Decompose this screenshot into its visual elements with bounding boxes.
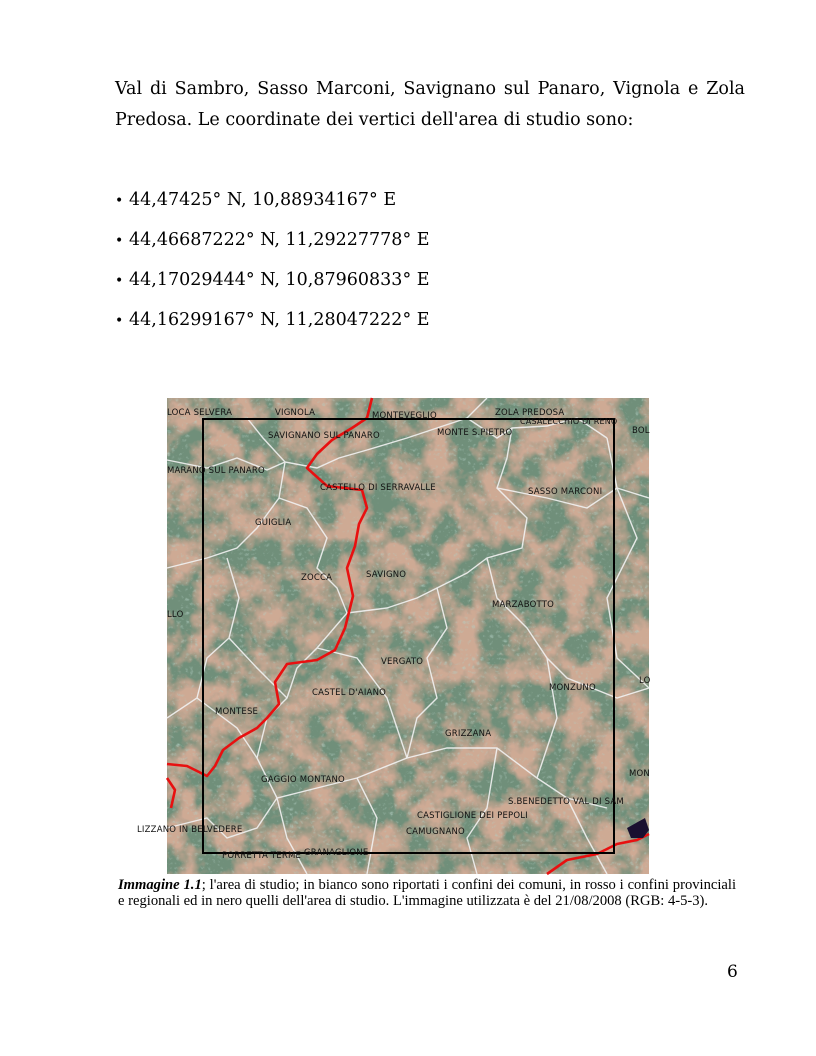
map-label-camugnano: CAMUGNANO — [406, 827, 465, 837]
map-label-castiglione: CASTIGLIONE DEI PEPOLI — [417, 811, 528, 821]
map-label-marzabotto: MARZABOTTO — [492, 600, 554, 610]
list-item: • 44,47425° N, 10,88934167° E — [115, 186, 430, 226]
map-label-montese: MONTESE — [215, 707, 259, 717]
map-label-castello-serravalle: CASTELLO DI SERRAVALLE — [320, 483, 436, 493]
map-label-porretta: PORRETTA TERME — [222, 851, 302, 861]
map-label-loca-selvera: LOCA SELVERA — [167, 408, 233, 418]
satellite-map-image — [137, 398, 651, 874]
map-label-vergato: VERGATO — [381, 657, 424, 667]
map-label-savignano: SAVIGNANO SUL PANARO — [268, 431, 380, 441]
caption-text: ; l'area di studio; in bianco sono riportati i confini dei comuni, in rosso i confini provinciali e regionali ed in nero quelli dell'area di studio. L'immagine utilizzata è del 21/08/2008 (RGB: 4-5-3). — [118, 877, 737, 909]
body-paragraph: Val di Sambro, Sasso Marconi, Savignano sul Panaro, Vignola e Zola Predosa. Le coordinate dei vertici dell'area di studio sono: — [115, 79, 745, 130]
map-label-casalecchio: CASALECCHIO DI RENO — [520, 417, 618, 426]
map-label-monte-s-pietro: MONTE S.PIETRO — [437, 428, 513, 438]
map-label-gaggio-montano: GAGGIO MONTANO — [261, 775, 345, 785]
map-label-s-benedetto: S.BENEDETTO VAL DI SAM — [508, 797, 624, 807]
caption-label: Immagine 1.1 — [118, 877, 202, 893]
coordinate-list — [115, 186, 430, 346]
map-label-lo: LO — [639, 676, 651, 686]
figure-caption — [118, 877, 736, 909]
map-label-guiglia: GUIGLIA — [255, 518, 292, 528]
map-label-llo: LLO — [167, 610, 184, 620]
map-label-sasso-marconi: SASSO MARCONI — [528, 487, 603, 497]
map-label-grizzana: GRIZZANA — [445, 729, 492, 739]
map-label-mon: MON — [629, 769, 650, 779]
map-label-zola-predosa: ZOLA PREDOSA — [495, 408, 565, 418]
list-item: • 44,16299167° N, 11,28047222° E — [115, 306, 430, 346]
map-label-lizzano: LIZZANO IN BELVEDERE — [137, 825, 243, 835]
map-label-marano: MARANO SUL PANARO — [167, 466, 265, 476]
map-label-monteveglio: MONTEVEGLIO — [372, 411, 437, 421]
map-label-zocca: ZOCCA — [301, 573, 333, 583]
map-label-granaglione: GRANAGLIONE — [304, 848, 369, 858]
page-number: 6 — [727, 962, 738, 982]
list-item: • 44,17029444° N, 10,87960833° E — [115, 266, 430, 306]
list-item: • 44,46687222° N, 11,29227778° E — [115, 226, 430, 266]
map-label-vignola: VIGNOLA — [275, 408, 316, 418]
map-label-bol: BOL — [632, 426, 650, 436]
map-label-castel-daiano: CASTEL D'AIANO — [312, 688, 387, 698]
map-label-savigno: SAVIGNO — [366, 570, 407, 580]
map-label-monzuno: MONZUNO — [549, 683, 596, 693]
